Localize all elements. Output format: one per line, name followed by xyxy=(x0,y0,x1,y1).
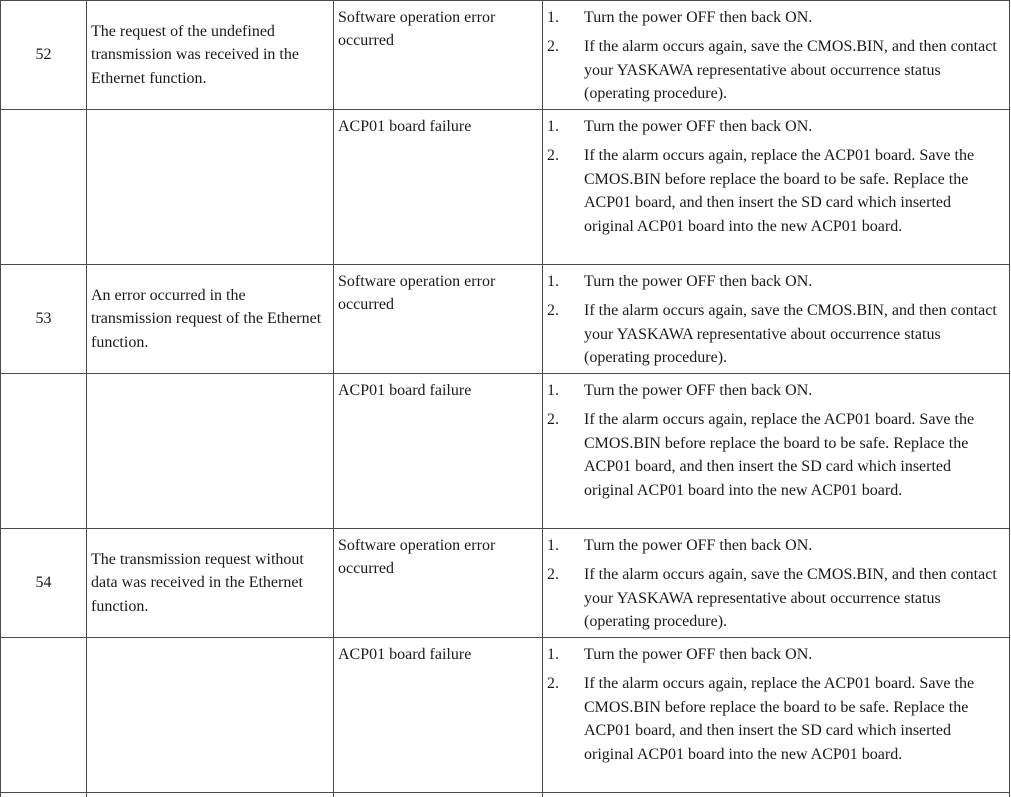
alarm-code xyxy=(1,638,87,793)
step-number: 1. xyxy=(547,382,559,399)
remedy-step xyxy=(543,379,1003,402)
remedy-step xyxy=(543,6,1003,29)
alarm-cause: Software operation error occurred xyxy=(334,1,543,110)
step-number: 2. xyxy=(547,147,559,165)
step-text: If the alarm occurs again, replace the ACP01 board. Save the CMOS.BIN before replace the board to be safe. Replace the ACP01 board, and then insert the SD card which inserted original ACP01 board into the new ACP01 board. xyxy=(584,411,975,499)
step-text: If the alarm occurs again, replace the ACP01 board. Save the CMOS.BIN before replace the board to be safe. Replace the ACP01 board, and then insert the SD card which inserted original ACP01 board into the new ACP01 board. xyxy=(584,675,975,763)
alarm-description: The request of the undefined transmission was received in the Ethernet function. xyxy=(87,1,334,110)
step-text: If the alarm occurs again, save the CMOS.BIN, and then contact your YASKAWA representative about occurrence status (operating procedure). xyxy=(584,38,997,103)
step-text: Turn the power OFF then back ON. xyxy=(584,273,813,290)
alarm-code xyxy=(1,374,87,529)
step-text: Turn the power OFF then back ON. xyxy=(584,382,813,399)
alarm-cause: ACP01 board failure xyxy=(334,110,543,265)
step-text: If the alarm occurs again, save the CMOS.BIN, and then contact your YASKAWA representative about occurrence status (operating procedure). xyxy=(584,566,997,631)
alarm-description xyxy=(87,374,334,529)
table-row xyxy=(1,110,1010,265)
alarm-code: 54 xyxy=(1,529,87,638)
remedy-step xyxy=(543,299,1003,369)
step-text: If the alarm occurs again, replace the ACP01 board. Save the CMOS.BIN before replace the board to be safe. Replace the ACP01 board, and then insert the SD card which inserted original ACP01 board into the new ACP01 board. xyxy=(584,147,975,235)
remedy-cell xyxy=(543,265,1010,374)
remedy-step xyxy=(543,115,1003,138)
step-text: If the alarm occurs again, save the CMOS.BIN, and then contact your YASKAWA representative about occurrence status (operating procedure). xyxy=(584,302,997,367)
remedy-cell xyxy=(543,110,1010,265)
remedy-step xyxy=(543,563,1003,633)
step-number: 2. xyxy=(547,411,559,429)
table-row xyxy=(1,529,1010,638)
step-number: 2. xyxy=(547,675,559,693)
remedy-step xyxy=(543,534,1003,557)
table-row xyxy=(1,265,1010,374)
alarm-description: The transmission request without data was received in the Ethernet function. xyxy=(87,529,334,638)
step-number: 1. xyxy=(547,646,559,663)
table-row-continued xyxy=(1,793,1010,797)
remedy-cell xyxy=(543,1,1010,110)
step-number: 1. xyxy=(547,9,559,26)
alarm-code xyxy=(1,110,87,265)
remedy-step xyxy=(543,144,1003,238)
remedy-cell xyxy=(543,374,1010,529)
table-row xyxy=(1,1,1010,110)
step-number: 1. xyxy=(547,537,559,554)
remedy-step xyxy=(543,408,1003,502)
alarm-code: 53 xyxy=(1,265,87,374)
alarm-cause: ACP01 board failure xyxy=(334,374,543,529)
remedy-step xyxy=(543,35,1003,105)
step-text: Turn the power OFF then back ON. xyxy=(584,537,813,554)
alarm-description xyxy=(87,110,334,265)
step-text: Turn the power OFF then back ON. xyxy=(584,9,813,26)
remedy-cell xyxy=(543,529,1010,638)
step-text: Turn the power OFF then back ON. xyxy=(584,646,813,663)
step-number: 2. xyxy=(547,302,559,320)
step-text: Turn the power OFF then back ON. xyxy=(584,118,813,135)
alarm-cause: ACP01 board failure xyxy=(334,638,543,793)
remedy-step xyxy=(543,643,1003,666)
step-number: 1. xyxy=(547,118,559,135)
table-row xyxy=(1,638,1010,793)
step-number: 1. xyxy=(547,273,559,290)
remedy-step xyxy=(543,270,1003,293)
alarm-code: 52 xyxy=(1,1,87,110)
alarm-cause: Software operation error occurred xyxy=(334,529,543,638)
step-number: 2. xyxy=(547,566,559,584)
remedy-step xyxy=(543,672,1003,766)
remedy-cell xyxy=(543,638,1010,793)
alarm-description: An error occurred in the transmission request of the Ethernet function. xyxy=(87,265,334,374)
alarm-cause: Software operation error occurred xyxy=(334,265,543,374)
table-row xyxy=(1,374,1010,529)
step-number: 2. xyxy=(547,38,559,56)
alarm-description xyxy=(87,638,334,793)
